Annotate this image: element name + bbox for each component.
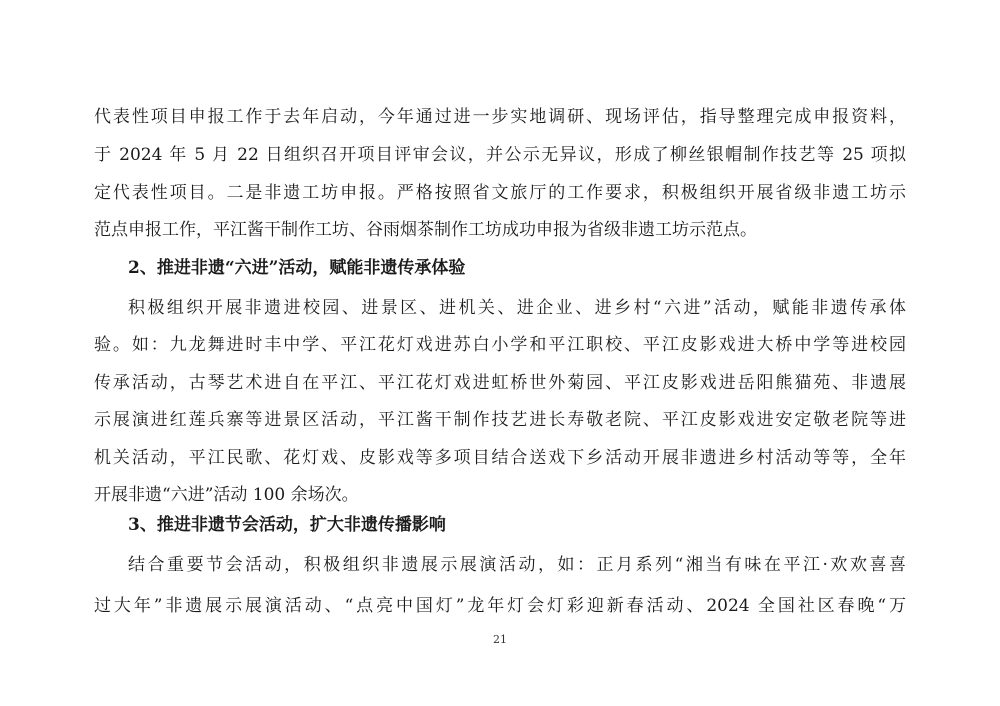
body-text-line: 代表性项目申报工作于去年启动，今年通过进一步实地调研、现场评估，指导整理完成申报资料， bbox=[94, 107, 906, 127]
body-text-line: 示展演进红莲兵寨等进景区活动，平江酱干制作技艺进长寿敬老院、平江皮影戏进安定敬老院等进 bbox=[94, 410, 906, 430]
section-heading: 2、推进非遗“六进”活动，赋能非遗传承体验 bbox=[128, 258, 466, 278]
body-text-line: 过大年”非遗展示展演活动、“点亮中国灯”龙年灯会灯彩迎新春活动、2024 全国社区春晚“万 bbox=[94, 596, 906, 616]
body-text-line: 范点申报工作，平江酱干制作工坊、谷雨烟茶制作工坊成功申报为省级非遗工坊示范点。 bbox=[94, 220, 757, 240]
body-text-line: 积极组织开展非遗进校园、进景区、进机关、进企业、进乡村“六进”活动，赋能非遗传承体 bbox=[128, 298, 906, 318]
body-text-line: 验。如：九龙舞进时丰中学、平江花灯戏进苏白小学和平江职校、平江皮影戏进大桥中学等进校园 bbox=[94, 335, 906, 355]
page-number: 21 bbox=[493, 633, 507, 646]
body-text-line: 定代表性项目。二是非遗工坊申报。严格按照省文旅厅的工作要求，积极组织开展省级非遗工坊示 bbox=[94, 183, 906, 203]
body-text-line: 机关活动，平江民歌、花灯戏、皮影戏等多项目结合送戏下乡活动开展非遗进乡村活动等等，全年 bbox=[94, 448, 906, 468]
body-text-line: 于 2024 年 5 月 22 日组织召开项目评审会议，并公示无异议，形成了柳丝银帽制作技艺等 25 项拟 bbox=[94, 145, 906, 165]
body-text-line: 开展非遗“六进”活动 100 余场次。 bbox=[94, 485, 359, 505]
body-text-line: 传承活动，古琴艺术进自在平江、平江花灯戏进虹桥世外菊园、平江皮影戏进岳阳熊猫苑、非遗展 bbox=[94, 373, 906, 393]
body-text-line: 结合重要节会活动，积极组织非遗展示展演活动，如：正月系列“湘当有味在平江·欢欢喜喜 bbox=[128, 555, 906, 575]
section-heading: 3、推进非遗节会活动，扩大非遗传播影响 bbox=[128, 515, 446, 535]
